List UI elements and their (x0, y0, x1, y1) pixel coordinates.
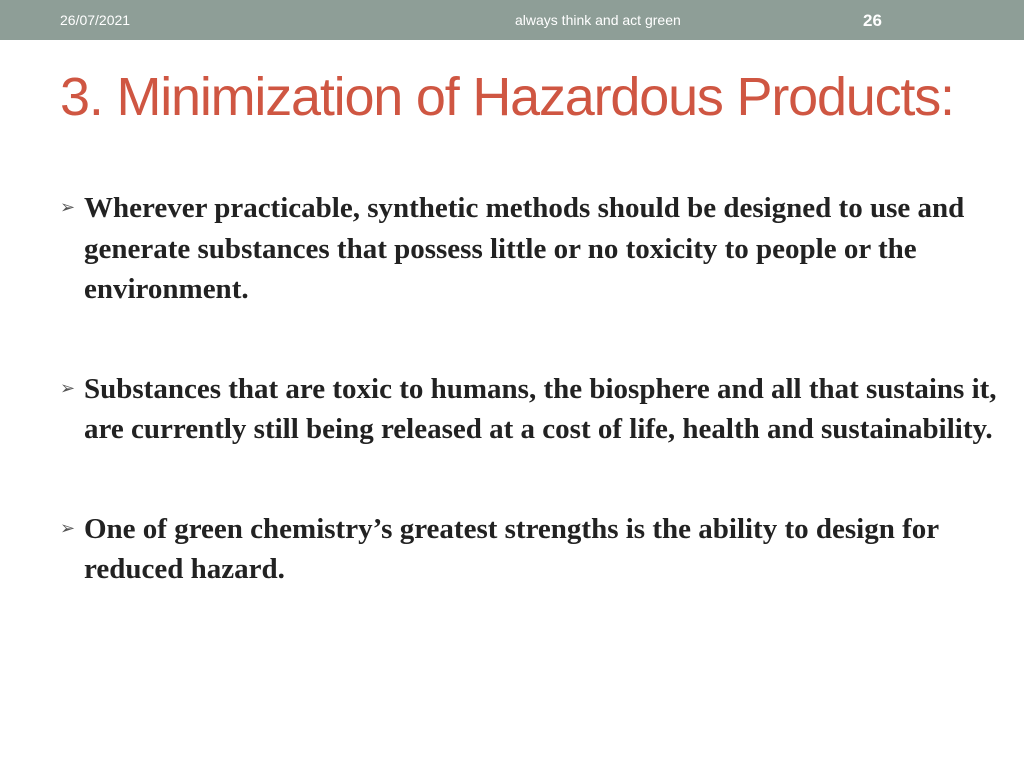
arrow-bullet-icon: ➢ (60, 197, 76, 218)
slide-number: 26 (863, 11, 882, 30)
header-bar (0, 0, 1024, 40)
bullet-item (60, 509, 1010, 590)
bullet-text: Wherever practicable, synthetic methods should be designed to use and generate substances that possess little or no toxicity to people or the environment. (84, 192, 965, 305)
footer-text: always think and act green (515, 12, 681, 28)
bullet-item (60, 188, 1010, 310)
bullet-list (60, 188, 1010, 649)
bullet-item (60, 369, 1010, 450)
slide-date: 26/07/2021 (60, 12, 131, 28)
slide-title: 3. Minimization of Hazardous Products: (60, 67, 954, 127)
arrow-bullet-icon: ➢ (60, 517, 76, 539)
arrow-bullet-icon: ➢ (60, 377, 76, 399)
bullet-text: Substances that are toxic to humans, the biosphere and all that sustains it, are currently still being released at a cost of life, health and sustainability. (84, 372, 997, 445)
bullet-text: One of green chemistry’s greatest strengths is the ability to design for reduced hazard. (84, 512, 939, 585)
